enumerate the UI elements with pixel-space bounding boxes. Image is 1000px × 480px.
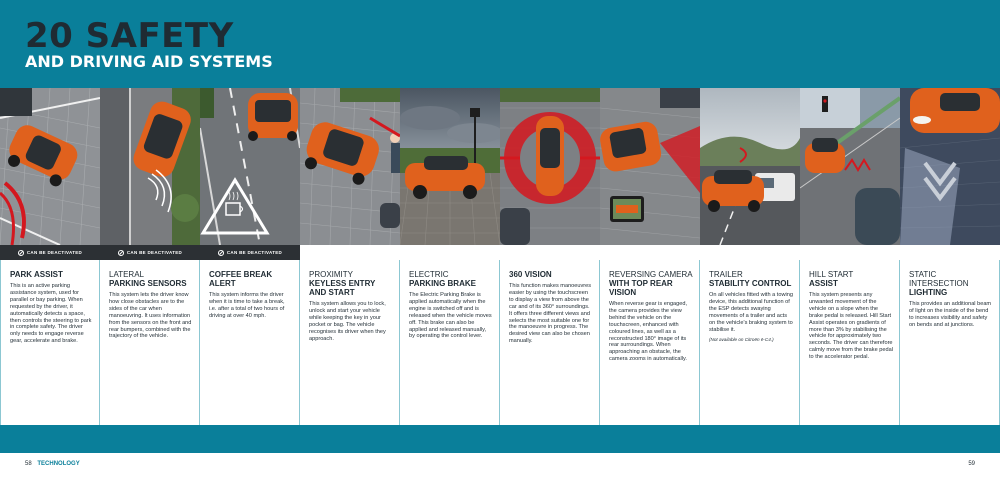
reversing-camera-image — [600, 88, 700, 245]
page-subtitle: AND DRIVING AID SYSTEMS — [25, 52, 273, 71]
feature-title: REVERSING CAMERA WITH TOP REAR VISION — [609, 270, 693, 297]
power-off-icon — [218, 250, 224, 256]
feature-description: This provides an additional beam of light on the inside of the bend to increases visibility and safety on bends and at junctions. — [909, 301, 992, 328]
feature-card-static-intersection-lighting — [900, 260, 1000, 425]
deactivation-badges — [0, 245, 1000, 260]
feature-title: PROXIMITY KEYLESS ENTRY AND START — [309, 270, 376, 297]
feature-card-keyless-entry — [300, 260, 400, 425]
feature-title: 360 VISION — [509, 270, 552, 279]
page-number-right: 59 — [968, 461, 975, 467]
feature-card-trailer-stability — [700, 260, 800, 425]
hill-start-image — [800, 88, 900, 245]
static-intersection-lighting-image — [900, 88, 1000, 245]
feature-card-hill-start-assist — [800, 260, 900, 425]
feature-title: STATIC INTERSECTION LIGHTING — [909, 270, 969, 297]
trailer-stability-image — [700, 88, 800, 245]
feature-title: HILL START ASSIST — [809, 270, 854, 288]
feature-card-360-vision — [500, 260, 600, 425]
feature-card-coffee-break-alert — [200, 260, 300, 425]
left-page-info — [25, 461, 80, 467]
feature-card-reversing-camera — [600, 260, 700, 425]
feature-title: ELECTRIC PARKING BRAKE — [409, 270, 476, 288]
feature-note: (Not available on Citroën ë-C4.) — [709, 337, 774, 343]
keyless-entry-image — [300, 88, 400, 245]
park-assist-image — [0, 88, 100, 245]
coffee-break-alert-image — [200, 88, 300, 245]
feature-card-lateral-parking-sensors — [100, 260, 200, 425]
feature-description: This is an active parking assistance system, used for parallel or bay parking. When requested by the driver, it automatically detects a space, then controls the steering to park in complete safety. The driver only needs to engage reverse gear, accelerate and brake. — [10, 283, 92, 345]
feature-card-electric-parking-brake — [400, 260, 500, 425]
feature-description: The Electric Parking Brake is applied automatically when the engine is switched off and is released when the vehicle moves off. This brake can also be applied and released manually, by operating the control lever. — [409, 292, 492, 340]
feature-card-park-assist — [0, 260, 100, 425]
electric-parking-brake-image — [400, 88, 500, 245]
lateral-parking-sensors-image — [100, 88, 200, 245]
360-vision-image — [500, 88, 600, 245]
can-be-deactivated-badge: CAN BE DEACTIVATED — [0, 245, 100, 260]
feature-description: On all vehicles fitted with a towing device, this additional function of the ESP detects swaying movements of a trailer and acts on the vehicle's braking system to stabilise it. — [709, 292, 793, 333]
feature-title: LATERAL PARKING SENSORS — [109, 270, 187, 288]
page-number-left: 58 — [25, 461, 32, 467]
feature-title: TRAILER STABILITY CONTROL — [709, 270, 792, 288]
feature-description: This system presents any unwanted movement of the vehicle on a slope when the brake pedal is released. Hill Start Assist operates on gradients of more than 3% by stabilising the vehicle for approximately two seconds. The driver can therefore calmly move from the brake pedal to the accelerator pedal. — [809, 292, 893, 361]
feature-description: This system informs the driver when it is time to take a break, i.e. after a total of two hours of driving at over 40 mph. — [209, 292, 285, 319]
feature-description: When reverse gear is engaged, the camera provides the view behind the vehicle on the touchscreen, enhanced with coloured lines, as well as a reconstructed 180° image of its rear surroundings. When approaching an obstacle, the camera zooms in automatically. — [609, 301, 688, 363]
feature-title: COFFEE BREAK ALERT — [209, 270, 273, 288]
feature-description: This system allows you to lock, unlock and start your vehicle while keeping the key in your pocket or bag. The vehicle recognises its driver when they approach. — [309, 301, 386, 342]
can-be-deactivated-badge: CAN BE DEACTIVATED — [200, 245, 300, 260]
power-off-icon — [118, 250, 124, 256]
page-footer — [0, 453, 1000, 480]
page-title: 20 SAFETY — [25, 16, 234, 56]
power-off-icon — [18, 250, 24, 256]
photo-strip — [0, 88, 1000, 245]
section-name: TECHNOLOGY — [37, 461, 80, 467]
can-be-deactivated-badge: CAN BE DEACTIVATED — [100, 245, 200, 260]
feature-description: This system lets the driver know how close obstacles are to the sides of the car when manoeuvring. It uses information from the sensors on the front and rear bumpers, combined with the trajectory of the vehicle. — [109, 292, 192, 340]
feature-cards — [0, 260, 1000, 425]
feature-description: This function makes manoeuvres easier by using the touchscreen to display a view from above the car and of its 360° surroundings. It offers three different views and selects the most suitable one for the manoeuvre in progress. The desired view can also be chosen manually. — [509, 283, 592, 345]
footer-band — [0, 425, 1000, 453]
feature-title: PARK ASSIST — [10, 270, 63, 279]
